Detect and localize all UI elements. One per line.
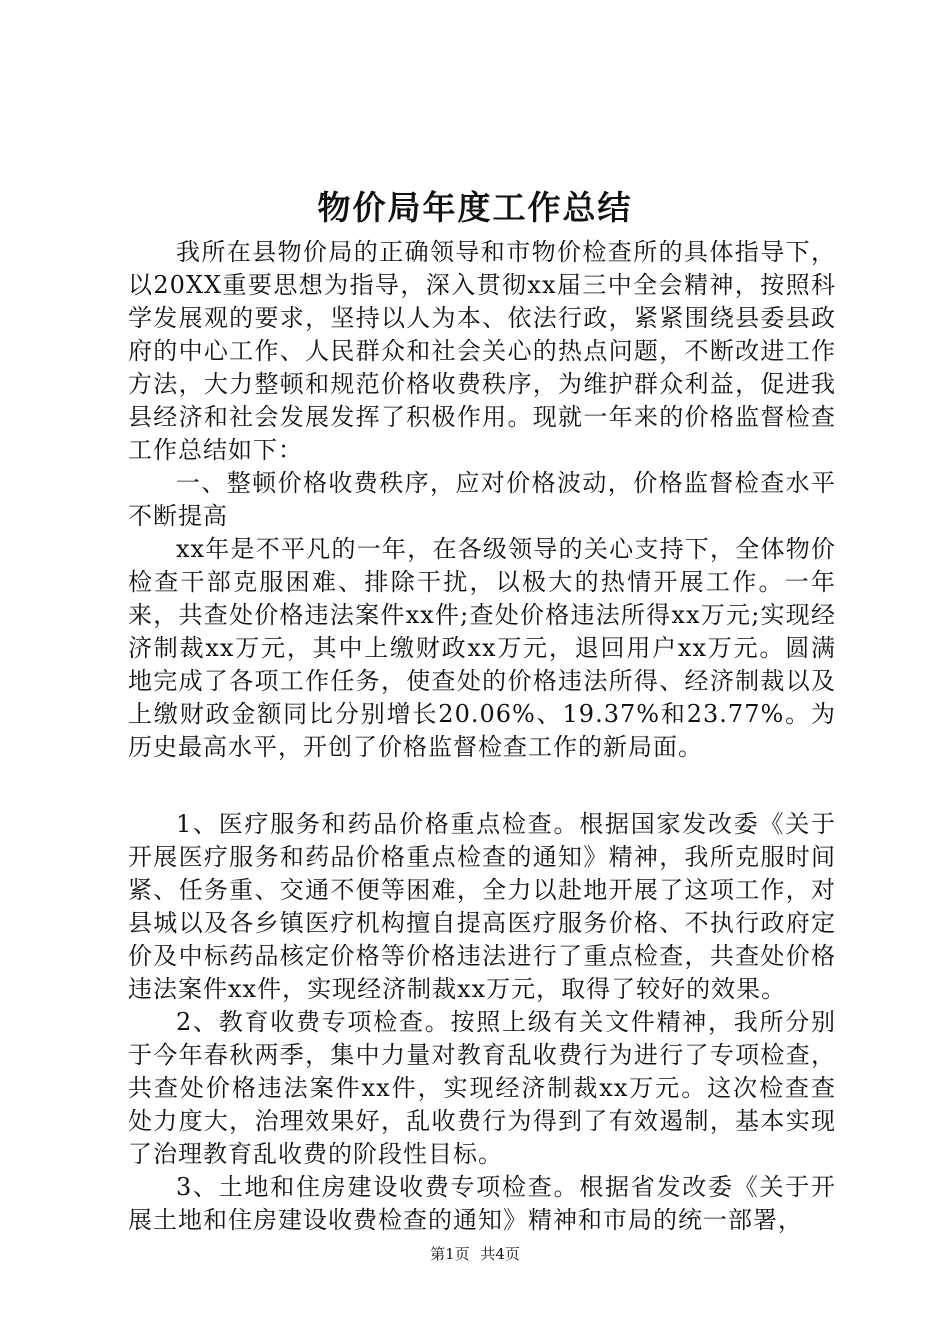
item-paragraph-land-housing: 3、土地和住房建设收费专项检查。根据省发改委《关于开展土地和住房建设收费检查的通知》精神和市局的统一部署， xyxy=(128,1173,836,1234)
document-title: 物价局年度工作总结 xyxy=(317,188,633,227)
section-heading: 一、整顿价格收费秩序，应对价格波动，价格监督检查水平不断提高 xyxy=(128,469,836,530)
page-footer xyxy=(0,1244,950,1264)
item-paragraph-medical: 1、医疗服务和药品价格重点检查。根据国家发改委《关于开展医疗服务和药品价格重点检查的通知》精神，我所克服时间紧、任务重、交通不便等困难，全力以赴地开展了这项工作，对县城以及各乡镇医疗机构擅自提高医疗服务价格、不执行政府定价及中标药品核定价格等价格违法进行了重点检查，共查处价格违法案件xx件，实现经济制裁xx万元，取得了较好的效果。 xyxy=(128,810,836,1003)
document-body xyxy=(128,236,836,1237)
page-number-current: 第1页 xyxy=(430,1245,470,1263)
paragraph-gap xyxy=(128,764,836,808)
page-number-total: 共4页 xyxy=(480,1245,520,1263)
intro-paragraph: 我所在县物价局的正确领导和市物价检查所的具体指导下，以20XX重要思想为指导，深入贯彻xx届三中全会精神，按照科学发展观的要求，坚持以人为本、依法行政，紧紧围绕县委县政府的中心工作、人民群众和社会关心的热点问题，不断改进工作方法，大力整顿和规范价格收费秩序，为维护群众利益，促进我县经济和社会发展发挥了积极作用。现就一年来的价格监督检查工作总结如下： xyxy=(128,238,836,464)
summary-paragraph: xx年是不平凡的一年，在各级领导的关心支持下，全体物价检查干部克服困难、排除干扰，以极大的热情开展工作。一年来，共查处价格违法案件xx件;查处价格违法所得xx万元;实现经济制裁xx万元，其中上缴财政xx万元，退回用户xx万元。圆满地完成了各项工作任务，使查处的价格违法所得、经济制裁以及上缴财政金额同比分别增长20.06%、19.37%和23.77%。为历史最高水平，开创了价格监督检查工作的新局面。 xyxy=(128,535,836,761)
item-paragraph-education: 2、教育收费专项检查。按照上级有关文件精神，我所分别于今年春秋两季，集中力量对教育乱收费行为进行了专项检查，共查处价格违法案件xx件，实现经济制裁xx万元。这次检查查处力度大，治理效果好，乱收费行为得到了有效遏制，基本实现了治理教育乱收费的阶段性目标。 xyxy=(128,1008,836,1168)
